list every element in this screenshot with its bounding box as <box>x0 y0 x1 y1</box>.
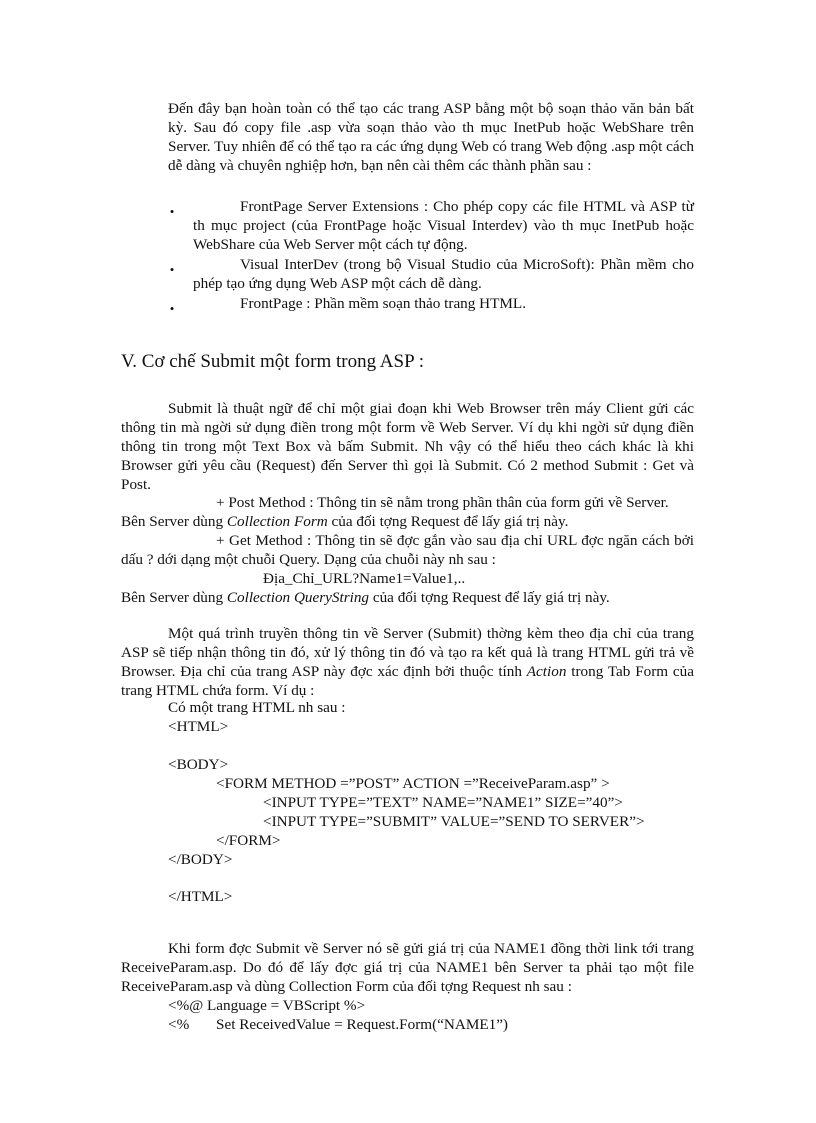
code-line: <FORM METHOD =”POST” ACTION =”ReceiveParam.asp” > <box>216 775 610 792</box>
code-line: <INPUT TYPE=”SUBMIT” VALUE=”SEND TO SERVER”> <box>263 813 645 830</box>
bullet-item-visual-interdev: Visual InterDev (trong bộ Visual Studio của MicroSoft): Phần mềm cho phép tạo ứng dụng Web ASP một cách dễ dàng. <box>193 256 694 292</box>
bullet-symbol: • <box>169 301 175 316</box>
submit-paragraph: Submit là thuật ngữ để chỉ một giai đoạn khi Web Browser trên máy Client gửi các thông tin mà ngời sử dụng điền trong một form về Web Server. Ví dụ khi ngời sử dụng điền thông tin trong một Text Box và bấm Submit. Nh vậy có thể hiểu theo cách khác là khi Browser gửi yêu cầu (Request) đến Server thì gọi là Submit. Có 2 method Submit : Get và Post. <box>121 400 694 493</box>
code-line: <HTML> <box>168 718 229 735</box>
bullet-item-frontpage-extensions: FrontPage Server Extensions : Cho phép copy các file HTML và ASP từ th mục project (của FrontPage hoặc Visual Interdev) vào th mục InetPub hoặc WebShare của Web Server một cách tự động. <box>193 198 694 253</box>
collection-form-term: Collection Form <box>226 513 328 530</box>
section-heading: V. Cơ chế Submit một form trong ASP : <box>121 351 424 372</box>
action-term: Action <box>526 662 567 680</box>
bullet-symbol: • <box>169 262 175 277</box>
url-example: Địa_Chỉ_URL?Name1=Value1,.. <box>263 570 466 587</box>
post-method-line: + Post Method : Thông tin sẽ nằm trong phần thân của form gửi về Server. <box>216 494 669 511</box>
bullet-item-frontpage: FrontPage : Phần mềm soạn thảo trang HTML. <box>240 295 526 312</box>
code-line: <% <box>168 1016 190 1033</box>
code-line: <BODY> <box>168 756 229 773</box>
bullet-symbol: • <box>169 204 175 219</box>
code-line: <INPUT TYPE=”TEXT” NAME=”NAME1” SIZE=”40”> <box>263 794 623 811</box>
receive-paragraph: Khi form đợc Submit về Server nó sẽ gửi giá trị của NAME1 đồng thời link tới trang ReceiveParam.asp. Do đó để lấy đợc giá trị của NAME1 bên Server ta phải tạo một file ReceiveParam.asp và dùng Collection Form của đối tợng Request nh sau : <box>121 940 694 995</box>
code-line: </HTML> <box>168 888 233 905</box>
action-paragraph: Một quá trình truyền thông tin về Server (Submit) thờng kèm theo địa chỉ của trang ASP sẽ tiếp nhận thông tin đó, xử lý thông tin đó và tạo ra kết quả là trang HTML gửi trả về Browser. Địa chỉ của trang ASP này đợc xác định bởi thuộc tính Action trong Tab Form của trang HTML chứa form. Ví dụ : <box>121 625 694 699</box>
code-line: <%@ Language = VBScript %> <box>168 997 366 1014</box>
intro-paragraph: Đến đây bạn hoàn toàn có thể tạo các trang ASP bằng một bộ soạn thảo văn bản bất kỳ. Sau đó copy file .asp vừa soạn thảo vào th mục InetPub hoặc WebShare trên Server. Tuy nhiên để có thể tạo ra các ứng dụng Web có trang Web động .asp một cách dễ dàng và chuyên nghiệp hơn, bạn nên cài thêm các thành phần sau : <box>168 100 694 174</box>
code-line: Có một trang HTML nh sau : <box>168 699 346 716</box>
code-line: Set ReceivedValue = Request.Form(“NAME1”) <box>216 1016 508 1033</box>
code-line: </FORM> <box>216 832 281 849</box>
get-method-continuation: Bên Server dùng Collection QueryString của đối tợng Request để lấy giá trị này. <box>121 589 610 606</box>
post-method-continuation: Bên Server dùng Collection Form của đối tợng Request để lấy giá trị này. <box>121 513 569 530</box>
get-method-paragraph: + Get Method : Thông tin sẽ đợc gắn vào sau địa chỉ URL đợc ngăn cách bởi dấu ? dới dạng một chuỗi Query. Dạng của chuỗi này nh sau : <box>121 532 694 568</box>
collection-querystring-term: Collection QueryString <box>226 589 370 606</box>
code-line: </BODY> <box>168 851 233 868</box>
